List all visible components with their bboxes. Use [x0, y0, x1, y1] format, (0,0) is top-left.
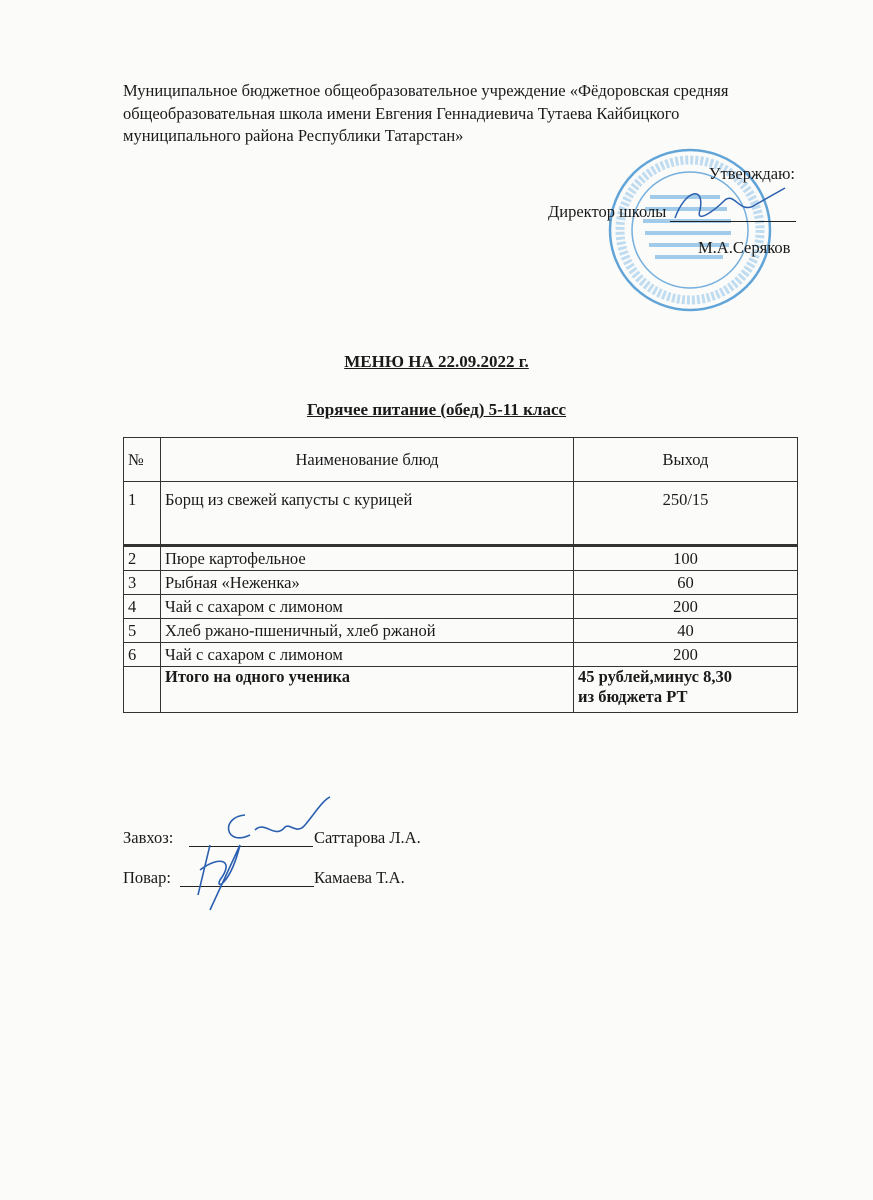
dish-output: 100 [574, 546, 798, 571]
table-row [124, 619, 798, 643]
table-row [124, 571, 798, 595]
dish-output: 60 [574, 571, 798, 595]
row-number: 2 [124, 546, 161, 571]
dish-name: Рыбная «Неженка» [161, 571, 574, 595]
col-number: № [124, 438, 161, 482]
row-number: 4 [124, 595, 161, 619]
table-row [124, 643, 798, 667]
storekeeper-label: Завхоз: [123, 828, 174, 847]
table-row [124, 595, 798, 619]
total-value [574, 667, 798, 713]
col-dish-name: Наименование блюд [161, 438, 574, 482]
director-signature [665, 180, 795, 230]
row-number: 6 [124, 643, 161, 667]
row-number: 1 [124, 482, 161, 546]
total-label: Итого на одного ученика [161, 667, 574, 713]
col-output: Выход [574, 438, 798, 482]
table-row [124, 482, 798, 546]
dish-name: Хлеб ржано-пшеничный, хлеб ржаной [161, 619, 574, 643]
menu-table [123, 437, 798, 713]
menu-subtitle: Горячее питание (обед) 5-11 класс [306, 400, 567, 419]
dish-output: 250/15 [574, 482, 798, 546]
cook-name: Камаева Т.А. [314, 868, 405, 887]
row-number: 5 [124, 619, 161, 643]
dish-name: Чай с сахаром с лимоном [161, 643, 574, 667]
dish-name: Чай с сахаром с лимоном [161, 595, 574, 619]
row-number: 3 [124, 571, 161, 595]
dish-name: Пюре картофельное [161, 546, 574, 571]
total-value-line1: 45 рублей,минус 8,30 [578, 667, 732, 686]
approve-label: Утверждаю: [708, 164, 795, 183]
cook-signature [180, 835, 260, 915]
table-row [124, 546, 798, 571]
total-row [124, 667, 798, 713]
menu-title: МЕНЮ НА 22.09.2022 г. [344, 352, 529, 371]
organization-name: Муниципальное бюджетное общеобразовательное учреждение «Фёдоровская средняя общеобразовательная школа имени Евгения Геннадиевича Тутаева Кайбицкого муниципального района Республики Татарстан» [123, 81, 729, 145]
dish-output: 200 [574, 643, 798, 667]
director-label: Директор школы [548, 202, 667, 221]
table-header [124, 438, 798, 482]
storekeeper-name: Саттарова Л.А. [314, 828, 421, 847]
dish-name: Борщ из свежей капусты с курицей [161, 482, 574, 546]
dish-output: 40 [574, 619, 798, 643]
total-value-line2: из бюджета РТ [578, 687, 688, 706]
director-name: М.А.Серяков [698, 238, 791, 257]
cook-label: Повар: [123, 868, 171, 887]
dish-output: 200 [574, 595, 798, 619]
